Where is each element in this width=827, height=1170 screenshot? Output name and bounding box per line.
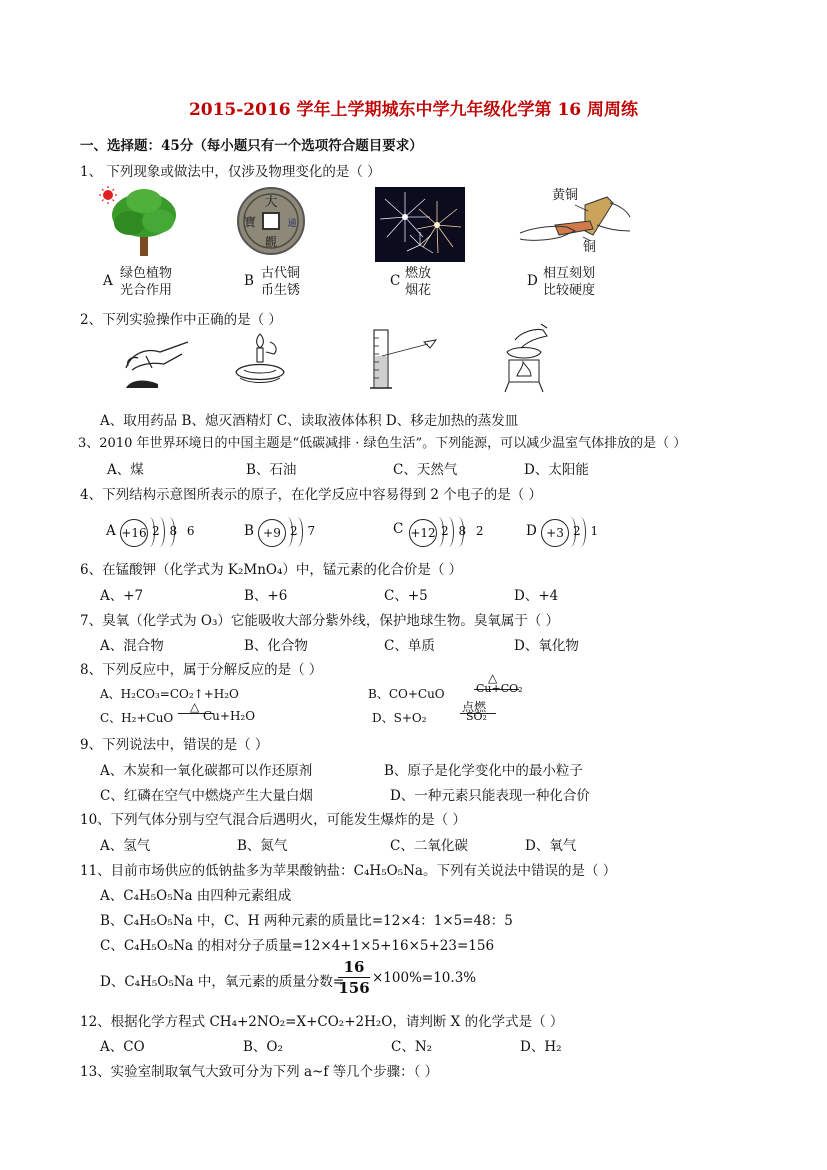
page-title: 2015-2016 学年上学期城东中学九年级化学第 16 周周练 <box>188 100 639 120</box>
q10-option-d: D、氧气 <box>525 838 577 854</box>
q8-option-d: D、S+O₂ <box>372 711 427 725</box>
atom-a-letter: A <box>106 523 116 539</box>
q1-option-a-line2: 光合作用 <box>120 283 173 298</box>
q6-option-a: A、+7 <box>100 588 144 604</box>
atom-a-shells: 2 8 6 <box>152 524 198 538</box>
coin-char-right: 通 <box>287 219 297 229</box>
q12-option-a: A、CO <box>100 1039 145 1055</box>
question-6-stem: 6、在锰酸钾（化学式为 K₂MnO₄）中，锰元素的化合价是（ ） <box>80 562 463 578</box>
q6-option-b: B、+6 <box>244 588 288 604</box>
atom-d-letter: D <box>526 523 537 539</box>
q11-option-d: D、C₄H₅O₅Na 中，氧元素的质量分数= <box>100 974 345 990</box>
question-3-stem: 3、2010 年世界环境日的中国主题是“低碳减排 · 绿色生活”。下列能源，可以减少温室气体排放的是（ ） <box>78 436 687 451</box>
q1-option-c-letter: C <box>390 273 401 289</box>
question-7-stem: 7、臭氧（化学式为 O₃）它能吸收大部分紫外线，保护地球生物。臭氧属于（ ） <box>80 613 560 629</box>
q7-option-a: A、混合物 <box>100 638 164 654</box>
q1-option-b-line1: 古代铜 <box>261 266 301 281</box>
question-9-stem: 9、下列说法中，错误的是（ ） <box>80 737 269 753</box>
coin-char-bottom: 觀 <box>264 235 278 249</box>
question-1-stem: 1、 下列现象或做法中，仅涉及物理变化的是（ ） <box>80 164 381 180</box>
q8-option-d-product: SO₂ <box>466 710 487 723</box>
q10-option-b: B、氮气 <box>237 838 288 854</box>
question-11-stem: 11、目前市场供应的低钠盐多为苹果酸钠盐：C₄H₅O₅Na。下列有关说法中错误的是（ ） <box>80 863 617 879</box>
q8-option-c-product: Cu+H₂O <box>203 709 256 723</box>
q8-option-b: B、CO+CuO <box>368 687 445 701</box>
q6-option-c: C、+5 <box>384 588 428 604</box>
q11-option-d-result: ×100%=10.3% <box>372 970 477 986</box>
q11-fraction-numerator: 16 <box>343 958 365 976</box>
q7-option-d: D、氧化物 <box>514 638 579 654</box>
atom-b-letter: B <box>244 523 254 539</box>
alcohol-lamp-image <box>230 330 295 392</box>
q1-option-b-letter: B <box>244 273 254 289</box>
q8-option-b-condition: △ <box>488 671 498 685</box>
coin-char-left: 寶 <box>243 215 257 229</box>
atom-b-nucleus: +9 <box>258 519 286 547</box>
brass-label: 黄铜 <box>552 188 579 203</box>
section-header: 一、选择题：45分（每小题只有一个选项符合题目要求） <box>80 138 423 154</box>
q3-option-c: C、天然气 <box>393 462 458 478</box>
ancient-coin-image <box>236 186 306 256</box>
q8-option-a: A、H₂CO₃=CO₂↑+H₂O <box>100 687 239 701</box>
q12-option-c: C、N₂ <box>391 1039 433 1055</box>
q3-option-b: B、石油 <box>246 462 297 478</box>
sun-icon <box>99 186 117 204</box>
q1-option-d-line1: 相互刻划 <box>543 266 596 281</box>
q11-option-a: A、C₄H₅O₅Na 由四种元素组成 <box>100 888 292 904</box>
q8-option-d-condition: 点燃 <box>462 700 487 714</box>
atom-b-shells: 2 7 <box>290 524 319 538</box>
q12-option-b: B、O₂ <box>243 1039 283 1055</box>
q9-option-d: D、一种元素只能表现一种化合价 <box>390 788 590 804</box>
atom-c-shells: 2 8 2 <box>441 524 487 538</box>
q1-option-c-line2: 烟花 <box>405 283 432 298</box>
take-chemicals-image <box>118 330 193 392</box>
q1-option-d-line2: 比较硬度 <box>543 283 596 298</box>
atom-d-nucleus: +3 <box>541 519 569 547</box>
scratch-hardness-image <box>515 195 630 255</box>
question-2-options: A、取用药品 B、熄灭酒精灯 C、读取液体体积 D、移走加热的蒸发皿 <box>100 413 519 429</box>
q11-option-d-fraction <box>338 958 370 997</box>
q1-option-b-line2: 币生锈 <box>261 283 301 298</box>
q11-option-c: C、C₄H₅O₅Na 的相对分子质量=12×4+1×5+16×5+23=156 <box>100 938 495 954</box>
coin-char-top: 大 <box>264 195 278 210</box>
copper-label: 铜 <box>583 240 597 255</box>
q1-option-c-line1: 燃放 <box>405 266 432 281</box>
question-4-stem: 4、下列结构示意图所表示的原子，在化学反应中容易得到 2 个电子的是（ ） <box>80 487 543 503</box>
q11-option-b: B、C₄H₅O₅Na 中，C、H 两种元素的质量比=12×4：1×5=48：5 <box>100 913 513 929</box>
q9-option-b: B、原子是化学变化中的最小粒子 <box>384 763 583 779</box>
fireworks-image <box>375 187 465 262</box>
question-8-stem: 8、下列反应中，属于分解反应的是（ ） <box>80 662 323 678</box>
tree-icon <box>112 189 176 256</box>
q10-option-a: A、氢气 <box>100 838 151 854</box>
q1-option-a-line1: 绿色植物 <box>120 266 173 281</box>
question-10-stem: 10、下列气体分别与空气混合后遇明火，可能发生爆炸的是（ ） <box>80 812 466 828</box>
atom-a-nucleus: +16 <box>120 519 148 547</box>
q7-option-b: B、化合物 <box>244 638 308 654</box>
evaporating-dish-image <box>497 322 557 394</box>
atom-c-nucleus: +12 <box>409 519 437 547</box>
tree-sun-image <box>100 185 190 260</box>
question-13-stem: 13、实验室制取氧气大致可分为下列 a~f 等几个步骤：（ ） <box>80 1064 439 1080</box>
q9-option-a: A、木炭和一氧化碳都可以作还原剂 <box>100 763 313 779</box>
q3-option-d: D、太阳能 <box>524 462 589 478</box>
q8-option-c-condition: △ <box>190 700 200 714</box>
q3-option-a: A、煤 <box>107 462 144 478</box>
q9-option-c: C、红磷在空气中燃烧产生大量白烟 <box>100 788 313 804</box>
q12-option-d: D、H₂ <box>520 1039 562 1055</box>
q11-fraction-denominator: 156 <box>338 979 370 997</box>
q8-option-b-product: Cu+CO₂ <box>476 682 523 695</box>
measuring-cylinder-image <box>368 328 448 394</box>
q10-option-c: C、二氧化碳 <box>390 838 468 854</box>
question-2-stem: 2、下列实验操作中正确的是（ ） <box>80 312 282 328</box>
question-12-stem: 12、根据化学方程式 CH₄+2NO₂=X+CO₂+2H₂O，请判断 X 的化学式是（ ） <box>80 1014 564 1030</box>
atom-c-letter: C <box>393 521 404 537</box>
q8-option-c: C、H₂+CuO <box>100 711 174 725</box>
q1-option-a-letter: A <box>103 273 113 289</box>
q1-option-d-letter: D <box>527 273 538 289</box>
q6-option-d: D、+4 <box>514 588 559 604</box>
q7-option-c: C、单质 <box>384 638 435 654</box>
atom-d-shells: 2 1 <box>573 524 602 538</box>
